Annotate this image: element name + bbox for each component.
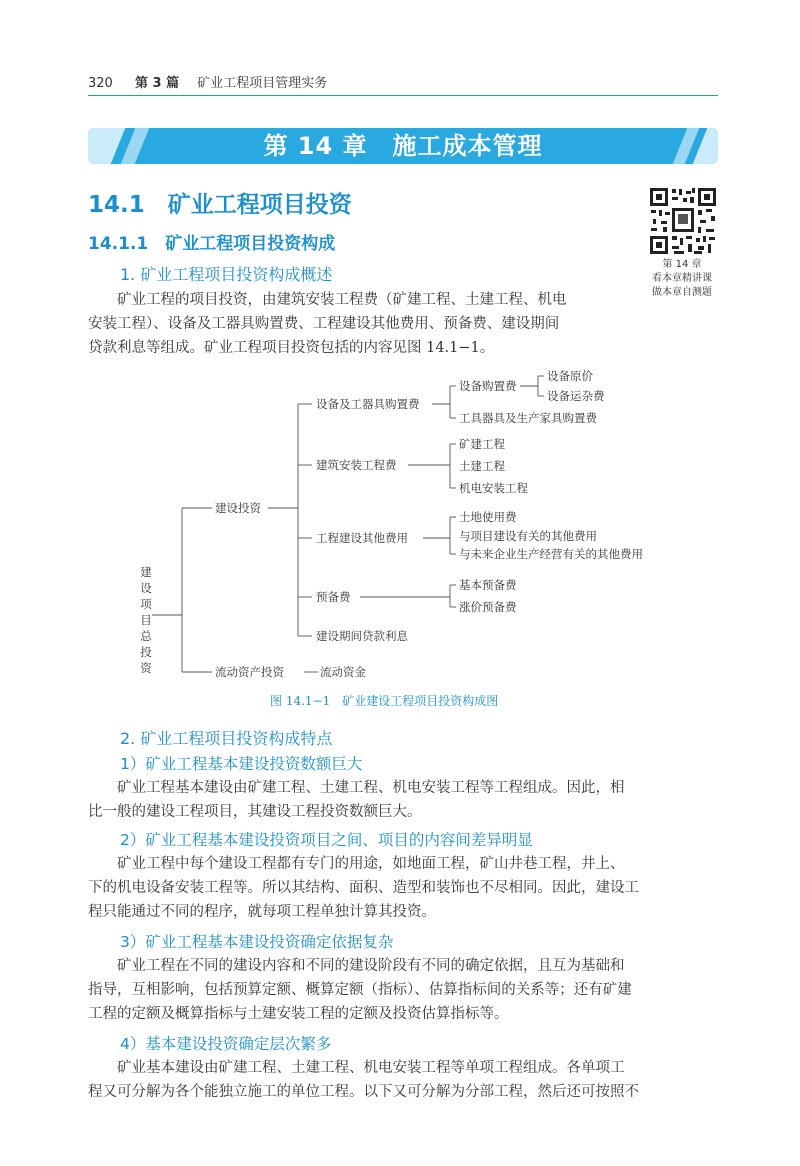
text-line: 安装工程）、设备及工器具购置费、工程建设其他费用、预备费、建设期间 [88,316,560,332]
qr-code-graphic [648,186,718,256]
text-line: 工程的定额及概算指标与土建安装工程的定额及投资估算指标等。 [88,1006,509,1022]
qr-code[interactable] [648,186,718,256]
root-label [140,565,152,675]
banner-stripe [88,128,125,164]
subsection-title: 14.1.1 矿业工程项目投资构成 [88,234,336,254]
node-equipment-freight: 设备运杂费 [547,389,605,403]
part1-paragraph [88,288,638,360]
qr-caption-line: 看本章精讲课 [652,273,712,284]
node-land-use: 土地使用费 [459,510,517,524]
node-civil-engineering: 土建工程 [459,459,505,473]
root-char: 投 [140,645,152,659]
figure-caption: 图 14.1−1 矿业建设工程项目投资构成图 [270,694,499,708]
node-construction-investment: 建设投资 [215,501,261,515]
root-char: 目 [140,613,152,627]
header-rule [88,95,718,96]
node-price-reserve: 涨价预备费 [459,600,517,614]
node-equipment-price: 设备原价 [547,369,593,383]
item4-heading: 4）基本建设投资确定层次繁多 [120,1035,332,1053]
book-title: 矿业工程项目管理实务 [197,76,328,91]
text-line: 贷款利息等组成。矿业工程项目投资包括的内容见图 14.1−1。 [88,340,495,356]
item3-paragraph [88,954,718,1026]
text-line: 矿业工程基本建设由矿建工程、土建工程、机电安装工程等工程组成。因此，相 [88,780,625,796]
node-reserve: 预备费 [316,590,351,604]
node-equipment-purchase: 设备及工器具购置费 [316,397,420,411]
text-line: 程只能通过不同的程序，就每项工程单独计算其投资。 [88,904,436,920]
banner-stripe [121,128,150,164]
part-label: 第 3 篇 [134,76,180,91]
investment-tree-diagram [120,360,720,682]
root-char: 总 [140,629,152,643]
node-electromechanical: 机电安装工程 [459,481,528,495]
root-char: 设 [140,581,152,595]
node-basic-reserve: 基本预备费 [459,578,517,592]
item1-heading: 1）矿业工程基本建设投资数额巨大 [120,755,363,773]
text-line: 矿业基本建设由矿建工程、土建工程、机电安装工程等单项工程组成。各单项工 [88,1060,625,1076]
text-line: 指导，互相影响，包括预算定额、概算定额（指标）、估算指标间的关系等；还有矿建 [88,982,632,998]
qr-caption-line: 做本章自测题 [652,287,712,298]
chapter-banner [88,128,718,164]
node-other-costs: 工程建设其他费用 [316,531,408,545]
item1-paragraph [88,776,718,824]
node-working-capital: 流动资金 [320,665,366,679]
node-future-operations: 与未来企业生产经营有关的其他费用 [459,547,643,561]
item4-paragraph [88,1056,718,1104]
qr-caption [632,258,732,300]
node-project-related: 与项目建设有关的其他费用 [459,529,597,543]
part2-heading: 2. 矿业工程项目投资构成特点 [120,729,333,748]
text-line: 程又可分解为各个能独立施工的单位工程。以下又可分解为分部工程，然后还可按照不 [88,1084,639,1100]
node-mine-construction: 矿建工程 [459,437,505,451]
item2-paragraph [88,852,718,924]
text-line: 矿业工程中每个建设工程都有专门的用途，如地面工程，矿山井巷工程，井上、 [88,856,625,872]
node-current-assets-investment: 流动资产投资 [215,665,284,679]
text-line: 矿业工程在不同的建设内容和不同的建设阶段有不同的确定依据，且互为基础和 [88,958,625,974]
item2-heading: 2）矿业工程基本建设投资项目之间、项目的内容间差异明显 [120,831,533,849]
text-line: 下的机电设备安装工程等。所以其结构、面积、造型和装饰也不尽相同。因此，建设工 [88,880,639,896]
running-header [88,72,327,91]
text-line: 比一般的建设工程项目，其建设工程投资数额巨大。 [88,804,422,820]
node-loan-interest: 建设期间贷款利息 [316,629,408,643]
qr-caption-line: 第 14 章 [662,259,702,270]
section-title: 14.1 矿业工程项目投资 [88,192,352,218]
root-char: 资 [140,661,152,675]
node-building-installation: 建筑安装工程费 [316,458,397,472]
text-line: 矿业工程的项目投资，由建筑安装工程费（矿建工程、土建工程、机电 [88,292,567,308]
part1-heading: 1. 矿业工程项目投资构成概述 [120,265,333,284]
node-equipment-buy: 设备购置费 [459,379,517,393]
node-tools-furniture: 工具器具及生产家具购置费 [459,411,597,425]
root-char: 建 [140,565,152,579]
page-number: 320 [88,76,113,91]
root-char: 项 [140,597,152,611]
item3-heading: 3）矿业工程基本建设投资确定依据复杂 [120,933,394,951]
chapter-title: 第 14 章 施工成本管理 [263,132,543,160]
